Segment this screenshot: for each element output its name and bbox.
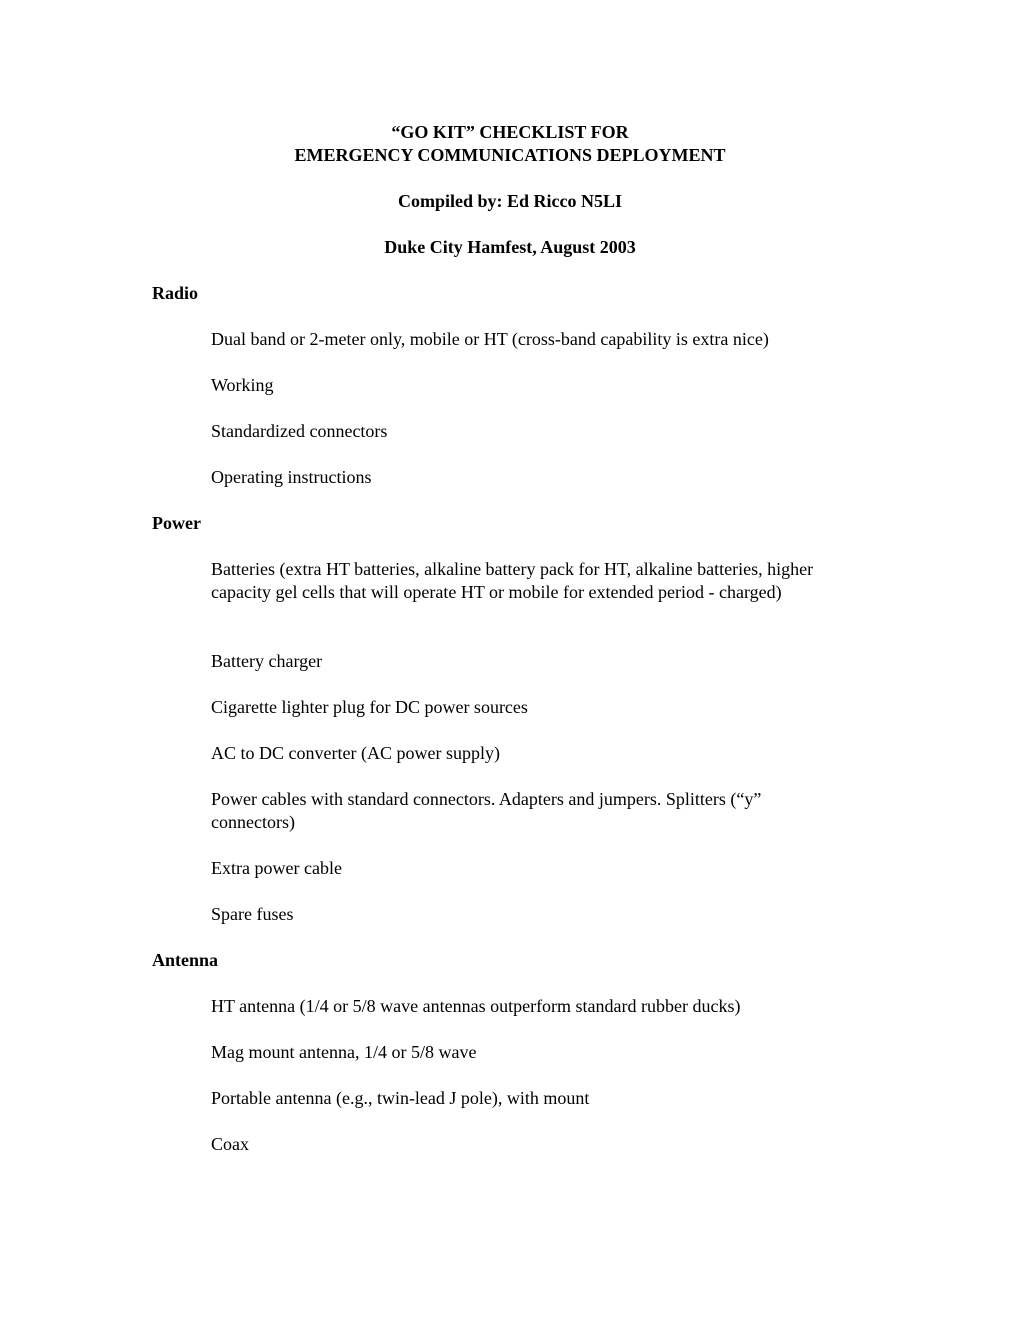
list-item: Spare fuses bbox=[211, 904, 294, 924]
list-item: Dual band or 2-meter only, mobile or HT (cross-band capability is extra nice) bbox=[211, 329, 769, 349]
section-heading-radio: Radio bbox=[152, 283, 199, 303]
event-line: Duke City Hamfest, August 2003 bbox=[384, 237, 636, 257]
document-title bbox=[0, 121, 1020, 167]
title-line-1: “GO KIT” CHECKLIST FOR bbox=[391, 122, 629, 142]
list-item: Power cables with standard connectors. Adapters and jumpers. Splitters (“y” connectors) bbox=[211, 789, 762, 832]
list-item: AC to DC converter (AC power supply) bbox=[211, 743, 500, 763]
list-item: Portable antenna (e.g., twin-lead J pole), with mount bbox=[211, 1088, 590, 1108]
list-item: Battery charger bbox=[211, 651, 323, 671]
list-item: Extra power cable bbox=[211, 858, 342, 878]
list-item: Standardized connectors bbox=[211, 421, 388, 441]
list-item: Operating instructions bbox=[211, 467, 372, 487]
title-line-2: EMERGENCY COMMUNICATIONS DEPLOYMENT bbox=[294, 145, 726, 165]
compiled-by: Compiled by: Ed Ricco N5LI bbox=[397, 191, 622, 211]
list-item: Cigarette lighter plug for DC power sources bbox=[211, 697, 528, 717]
list-item: Working bbox=[211, 375, 274, 395]
section-heading-antenna: Antenna bbox=[152, 950, 219, 970]
section-heading-power: Power bbox=[152, 513, 201, 533]
list-item: Batteries (extra HT batteries, alkaline battery pack for HT, alkaline batteries, higher capacity gel cells that will operate HT or mobile for extended period - charged) bbox=[211, 559, 814, 602]
list-item: HT antenna (1/4 or 5/8 wave antennas outperform standard rubber ducks) bbox=[211, 996, 741, 1016]
list-item: Coax bbox=[211, 1134, 249, 1154]
list-item: Mag mount antenna, 1/4 or 5/8 wave bbox=[211, 1042, 477, 1062]
